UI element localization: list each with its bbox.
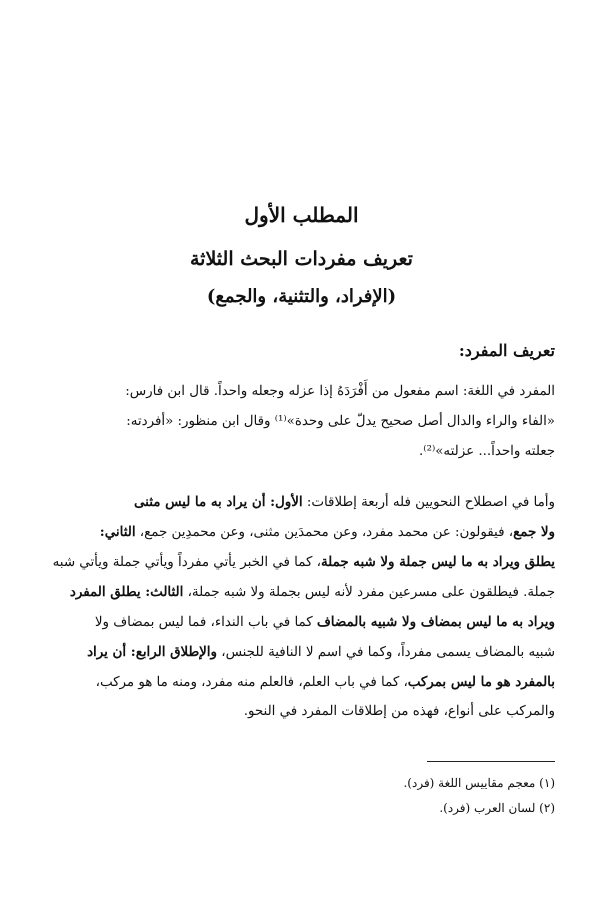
- chapter-title: المطلب الأول: [244, 203, 359, 227]
- bold-term: يطلق ويراد به ما ليس جملة ولا شبه جملة: [320, 554, 555, 570]
- body-text: شبيه بالمضاف يسمى مفرداً، وكما في اسم لا النافية للجنس،: [216, 645, 555, 660]
- bold-term: الثالث: يطلق المفرد: [69, 584, 184, 600]
- bold-term: ولا جمع: [513, 524, 555, 540]
- paragraph-line: [45, 577, 555, 607]
- bold-term: الثاني:: [99, 524, 136, 540]
- body-text: ، كما في الخبر يأتي مفرداً ويأتي جملة ويأتي شبه: [52, 555, 321, 570]
- bold-term: بالمفرد هو ما ليس بمركب: [407, 674, 555, 690]
- body-text: ، كما في باب العلم، فالعلم منه مفرد، ومنه ما هو مركب،: [95, 675, 408, 690]
- footnote-1: (١) معجم مقاييس اللغة (فرد).: [403, 776, 555, 790]
- bold-term: ويراد به ما ليس بمضاف ولا شبيه بالمضاف: [316, 614, 555, 630]
- paragraph-line: [45, 637, 555, 667]
- chapter-parenthetical: (الإفراد، والتثنية، والجمع): [206, 286, 397, 307]
- footnote-separator: [427, 761, 555, 762]
- paragraph-linguistic-definition: [45, 377, 555, 467]
- bold-term: والإطلاق الرابع: أن يراد: [87, 644, 217, 660]
- paragraph-technical-definition: [45, 487, 555, 727]
- paragraph-line: «الفاء والراء والدال أصل صحيح يدلّ على وحدة»⁽¹⁾ وقال ابن منظور: «أفردته:: [126, 414, 555, 429]
- paragraph-line: [45, 607, 555, 637]
- body-text: جملة. فيطلقون على مسرعين مفرد لأنه ليس بجملة ولا شبه جملة،: [183, 585, 555, 600]
- paragraph-line: [45, 667, 555, 697]
- paragraph-line: جعلته واحداً... عزلته»⁽²⁾.: [419, 444, 555, 459]
- paragraph-line: [45, 487, 555, 517]
- paragraph-line: المفرد في اللغة: اسم مفعول من أَفْرَدَهُ إذا عزله وجعله واحداً. قال ابن فارس:: [125, 384, 555, 399]
- section-title: تعريف المفرد:: [458, 341, 555, 360]
- paragraph-line: [45, 547, 555, 577]
- body-text: ، فيقولون: عن محمد مفرد، وعن محمدَين مثنى، وعن محمدِين جمع،: [135, 525, 514, 540]
- footnote-2: (٢) لسان العرب (فرد).: [439, 801, 555, 815]
- bold-term: الأول: أن يراد به ما ليس مثنى: [134, 494, 303, 510]
- paragraph-line: [45, 517, 555, 547]
- paragraph-line: والمركب على أنواع، فهذه من إطلاقات المفرد في النحو.: [243, 704, 555, 719]
- body-text: وأما في اصطلاح النحويين فله أربعة إطلاقات:: [302, 495, 555, 510]
- body-text: كما في باب النداء، فما ليس بمضاف ولا: [94, 615, 317, 630]
- chapter-subtitle: تعريف مفردات البحث الثلاثة: [190, 248, 413, 270]
